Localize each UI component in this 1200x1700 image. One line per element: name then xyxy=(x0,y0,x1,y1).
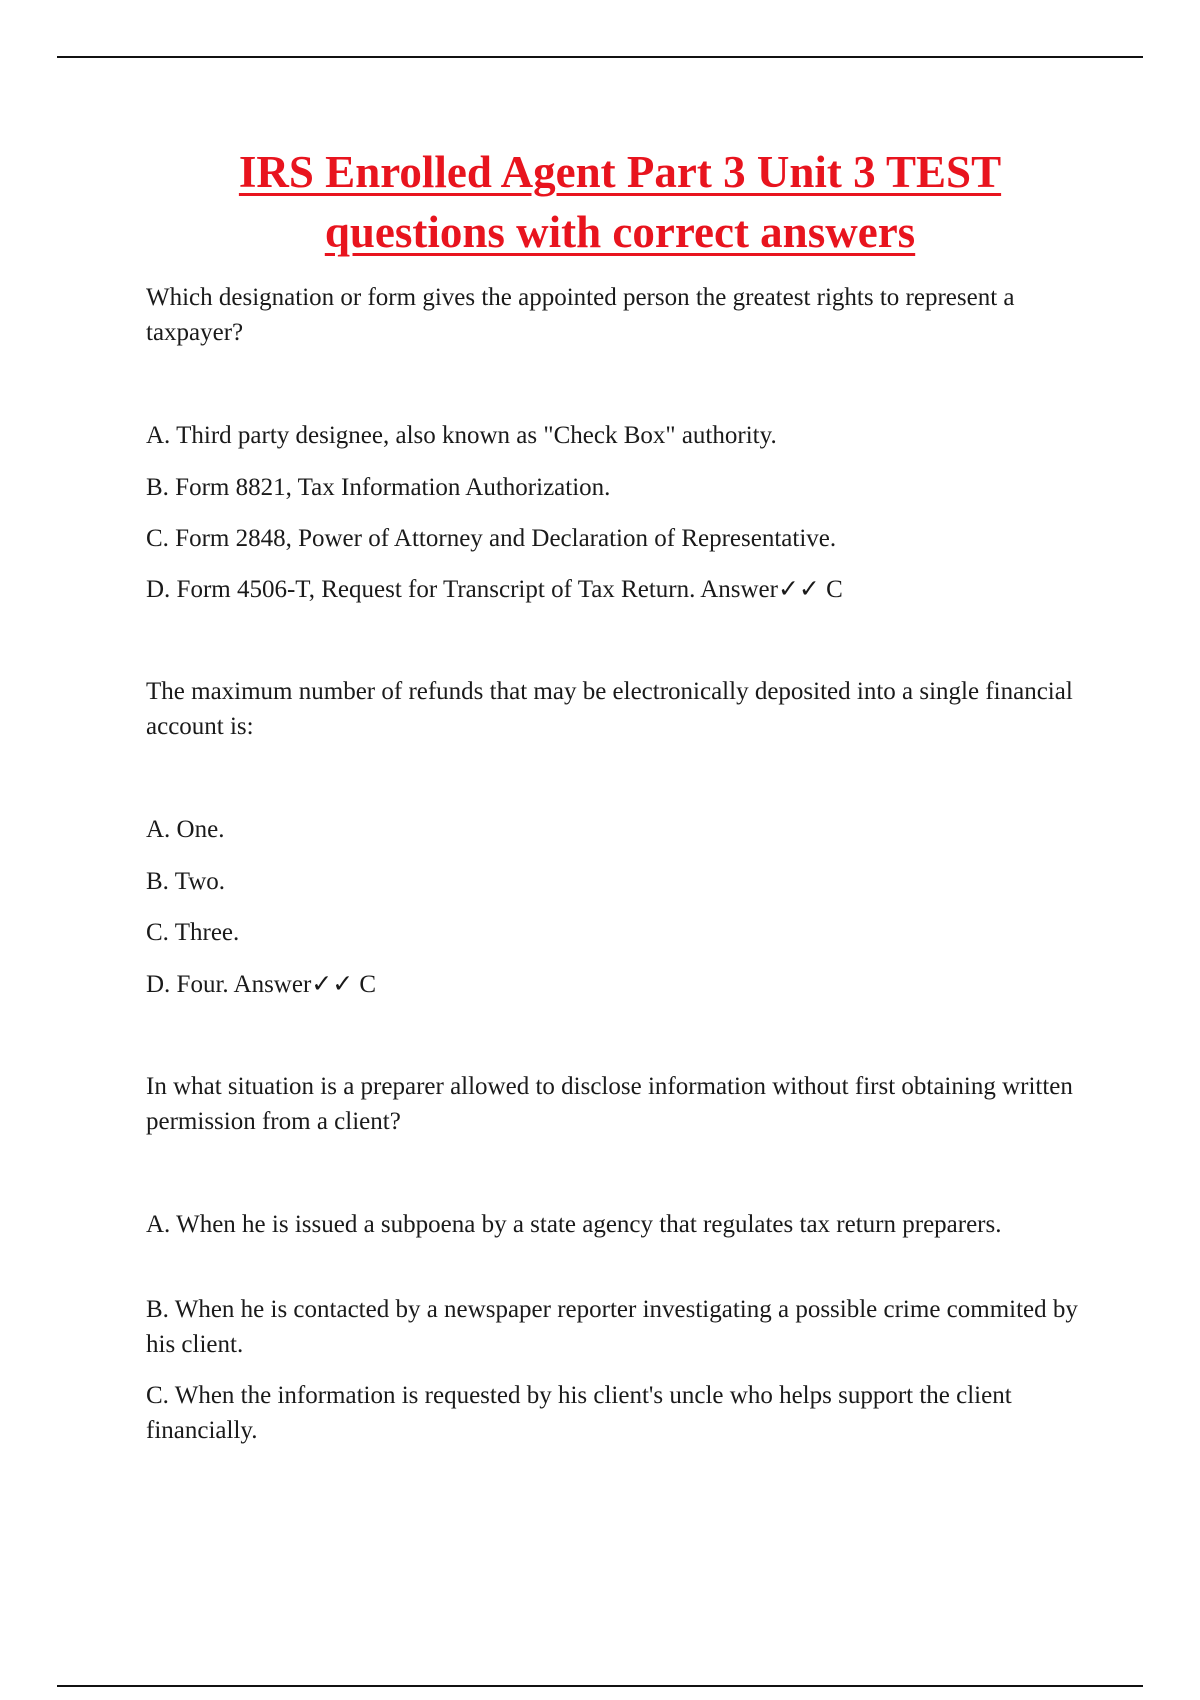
question-3-option-b: B. When he is contacted by a newspaper reporter investigating a possible crime commited by his client. xyxy=(146,1296,1078,1358)
question-1-option-b: B. Form 8821, Tax Information Authorization. xyxy=(146,474,611,501)
top-rule xyxy=(57,56,1143,58)
bottom-rule xyxy=(57,1685,1143,1687)
question-1-option-a: A. Third party designee, also known as "Check Box" authority. xyxy=(146,422,777,449)
question-1-option-c: C. Form 2848, Power of Attorney and Declaration of Representative. xyxy=(146,525,837,552)
question-3-prompt: In what situation is a preparer allowed to disclose information without first obtaining written permission from a client? xyxy=(146,1073,1073,1135)
question-2-prompt: The maximum number of refunds that may be electronically deposited into a single financial account is: xyxy=(146,678,1073,740)
question-1-option-d: D. Form 4506-T, Request for Transcript of Tax Return. Answer✓✓ C xyxy=(146,576,843,603)
title-line-2: questions with correct answers xyxy=(324,207,916,257)
page-title xyxy=(100,142,1140,262)
question-1-prompt: Which designation or form gives the appointed person the greatest rights to represent a taxpayer? xyxy=(146,284,1015,346)
question-2-option-a: A. One. xyxy=(146,816,225,843)
question-2-option-b: B. Two. xyxy=(146,868,226,895)
question-2-option-c: C. Three. xyxy=(146,919,240,946)
question-3-option-a: A. When he is issued a subpoena by a state agency that regulates tax return preparers. xyxy=(146,1211,1002,1238)
question-2-option-d: D. Four. Answer✓✓ C xyxy=(146,971,377,998)
title-line-1: IRS Enrolled Agent Part 3 Unit 3 TEST xyxy=(238,147,1002,197)
question-3-option-c: C. When the information is requested by his client's uncle who helps support the client financially. xyxy=(146,1382,1012,1444)
